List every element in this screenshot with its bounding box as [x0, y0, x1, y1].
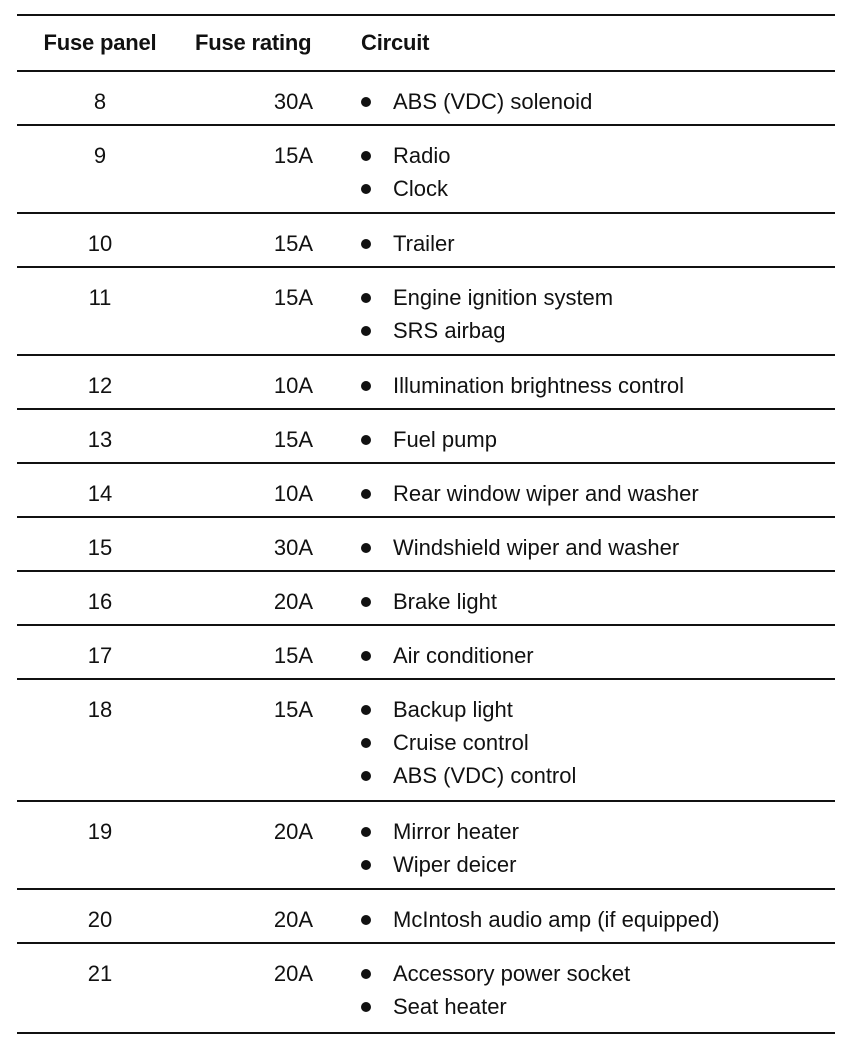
fuse-panel-cell: 11	[88, 285, 112, 310]
circuit-label: Seat heater	[393, 994, 507, 1019]
circuit-cell	[353, 85, 835, 118]
circuit-list	[361, 369, 835, 402]
table-row	[17, 572, 835, 626]
table-row	[17, 680, 835, 802]
list-item	[361, 639, 835, 672]
bullet-icon	[361, 151, 371, 161]
list-item	[361, 227, 835, 260]
circuit-cell	[353, 815, 835, 881]
circuit-cell	[353, 957, 835, 1023]
fuse-panel-cell: 13	[87, 427, 113, 452]
bullet-icon	[361, 771, 371, 781]
circuit-list	[361, 139, 835, 205]
circuit-cell	[353, 531, 835, 564]
circuit-label: Trailer	[393, 231, 455, 256]
table-row	[17, 356, 835, 410]
fuse-rating-cell: 15A	[273, 285, 313, 310]
table-row	[17, 518, 835, 572]
circuit-cell	[353, 369, 835, 402]
fuse-panel-cell: 16	[87, 589, 113, 614]
bullet-icon	[361, 293, 371, 303]
bullet-icon	[361, 97, 371, 107]
list-item	[361, 85, 835, 118]
list-item	[361, 726, 835, 759]
fuse-rating-cell: 20A	[273, 819, 313, 844]
table-row	[17, 626, 835, 680]
bullet-icon	[361, 651, 371, 661]
fuse-panel-cell: 8	[93, 89, 107, 114]
fuse-rating-cell: 15A	[273, 143, 313, 168]
circuit-cell	[353, 477, 835, 510]
bullet-icon	[361, 827, 371, 837]
circuit-label: Wiper deicer	[393, 852, 517, 877]
list-item	[361, 903, 835, 936]
list-item	[361, 423, 835, 456]
list-item	[361, 172, 835, 205]
fuse-rating-cell: 10A	[273, 373, 313, 398]
circuit-label: Air conditioner	[393, 643, 534, 668]
circuit-label: Rear window wiper and washer	[393, 481, 699, 506]
fuse-panel-cell: 21	[87, 961, 113, 986]
list-item	[361, 585, 835, 618]
bullet-icon	[361, 435, 371, 445]
circuit-label: Windshield wiper and washer	[393, 535, 680, 560]
bullet-icon	[361, 326, 371, 336]
circuit-label: ABS (VDC) solenoid	[393, 89, 593, 114]
circuit-cell	[353, 139, 835, 205]
circuit-cell	[353, 227, 835, 260]
circuit-list	[361, 477, 835, 510]
fuse-panel-cell: 20	[87, 907, 113, 932]
fuse-panel-cell: 15	[87, 535, 113, 560]
header-fuse-panel: Fuse panel	[43, 30, 157, 55]
table-row	[17, 268, 835, 356]
table-row	[17, 126, 835, 214]
list-item	[361, 957, 835, 990]
fuse-rating-cell: 30A	[273, 535, 313, 560]
circuit-list	[361, 281, 835, 347]
fuse-panel-cell: 19	[87, 819, 113, 844]
bullet-icon	[361, 239, 371, 249]
list-item	[361, 693, 835, 726]
circuit-cell	[353, 693, 835, 792]
fuse-rating-cell: 20A	[273, 961, 313, 986]
table-row	[17, 890, 835, 944]
circuit-label: Backup light	[393, 697, 513, 722]
bullet-icon	[361, 489, 371, 499]
bullet-icon	[361, 543, 371, 553]
list-item	[361, 815, 835, 848]
list-item	[361, 759, 835, 792]
circuit-label: SRS airbag	[393, 318, 506, 343]
circuit-list	[361, 639, 835, 672]
fuse-rating-cell: 15A	[273, 427, 313, 452]
fuse-rating-cell: 15A	[273, 643, 313, 668]
fuse-rating-cell: 20A	[273, 589, 313, 614]
circuit-label: Cruise control	[393, 730, 529, 755]
table-row	[17, 214, 835, 268]
list-item	[361, 314, 835, 347]
table-header	[17, 16, 835, 72]
table-row	[17, 944, 835, 1032]
fuse-panel-cell: 12	[87, 373, 113, 398]
bullet-icon	[361, 381, 371, 391]
list-item	[361, 139, 835, 172]
header-fuse-rating: Fuse rating	[195, 30, 312, 55]
bullet-icon	[361, 597, 371, 607]
circuit-list	[361, 85, 835, 118]
table-row	[17, 802, 835, 890]
circuit-label: ABS (VDC) control	[393, 763, 577, 788]
list-item	[361, 281, 835, 314]
fuse-table	[17, 14, 835, 1034]
fuse-panel-cell: 14	[87, 481, 113, 506]
fuse-rating-cell: 15A	[273, 231, 313, 256]
circuit-cell	[353, 585, 835, 618]
circuit-cell	[353, 423, 835, 456]
circuit-label: Radio	[393, 143, 451, 168]
circuit-list	[361, 693, 835, 792]
list-item	[361, 531, 835, 564]
table-row	[17, 410, 835, 464]
circuit-cell	[353, 639, 835, 672]
circuit-label: Fuel pump	[393, 427, 497, 452]
circuit-list	[361, 423, 835, 456]
fuse-rating-cell: 30A	[273, 89, 313, 114]
bullet-icon	[361, 738, 371, 748]
bullet-icon	[361, 915, 371, 925]
fuse-panel-cell: 18	[87, 697, 113, 722]
circuit-cell	[353, 281, 835, 347]
circuit-list	[361, 957, 835, 1023]
bullet-icon	[361, 184, 371, 194]
fuse-panel-cell: 10	[87, 231, 113, 256]
circuit-label: Brake light	[393, 589, 497, 614]
fuse-panel-cell: 9	[93, 143, 107, 168]
table-row	[17, 464, 835, 518]
circuit-list	[361, 815, 835, 881]
fuse-rating-cell: 20A	[273, 907, 313, 932]
circuit-list	[361, 227, 835, 260]
circuit-cell	[353, 903, 835, 936]
fuse-panel-cell: 17	[87, 643, 113, 668]
fuse-rating-cell: 15A	[273, 697, 313, 722]
circuit-label: Mirror heater	[393, 819, 519, 844]
bullet-icon	[361, 1002, 371, 1012]
circuit-label: Accessory power socket	[393, 961, 631, 986]
circuit-label: Engine ignition system	[393, 285, 614, 310]
circuit-label: Clock	[393, 176, 449, 201]
circuit-list	[361, 903, 835, 936]
fuse-rating-cell: 10A	[273, 481, 313, 506]
circuit-label: McIntosh audio amp (if equipped)	[393, 907, 720, 932]
list-item	[361, 990, 835, 1023]
list-item	[361, 848, 835, 881]
circuit-label: Illumination brightness control	[393, 373, 685, 398]
bullet-icon	[361, 705, 371, 715]
circuit-list	[361, 585, 835, 618]
table-row	[17, 72, 835, 126]
list-item	[361, 369, 835, 402]
circuit-list	[361, 531, 835, 564]
list-item	[361, 477, 835, 510]
bullet-icon	[361, 860, 371, 870]
bullet-icon	[361, 969, 371, 979]
header-circuit: Circuit	[361, 30, 430, 55]
